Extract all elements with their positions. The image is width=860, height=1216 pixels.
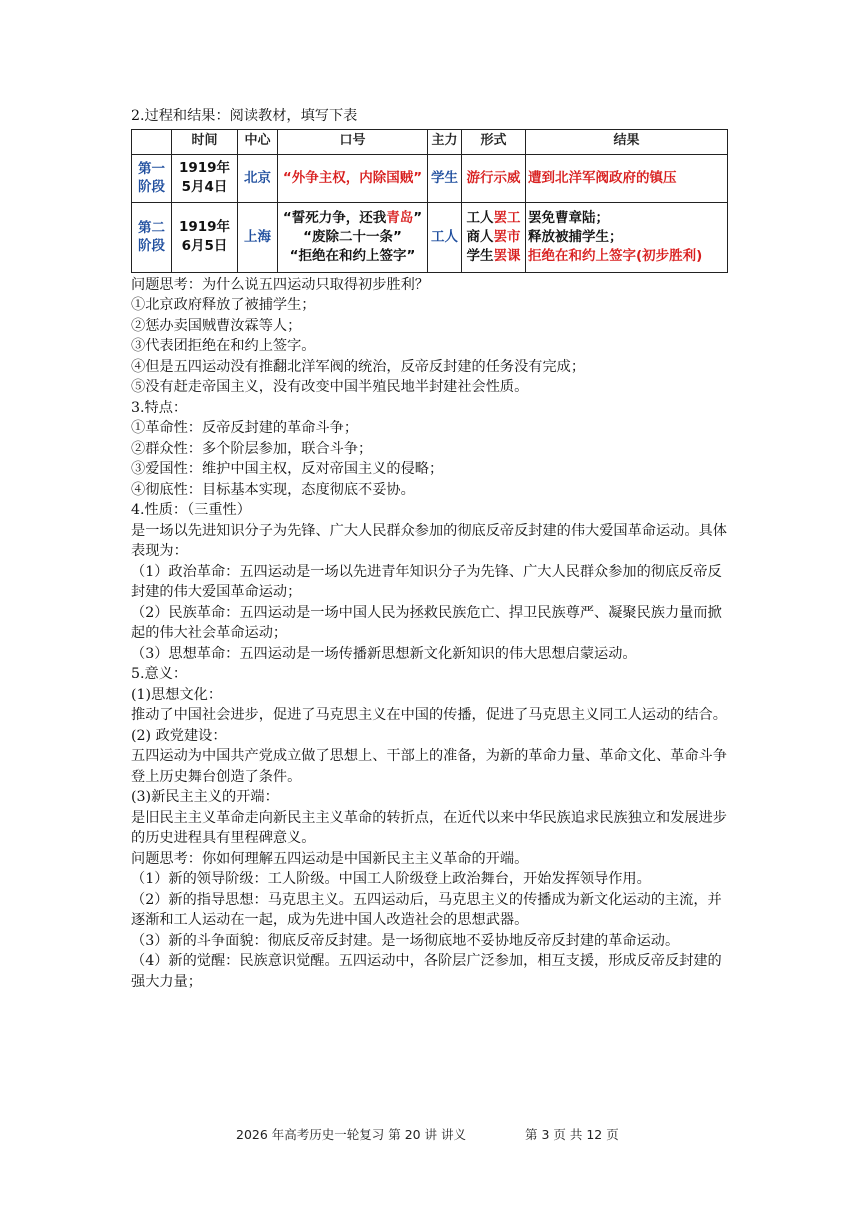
text-line: （1）新的领导阶级：工人阶级。中国工人阶级登上政治舞台，开始发挥领导作用。 [131, 871, 651, 887]
text-line: ③爱国性：维护中国主权，反对帝国主义的侵略； [131, 461, 444, 477]
text-line: 问题思考：你如何理解五四运动是中国新民主主义革命的开端。 [131, 850, 529, 867]
footer-title: 2026 年高考历史一轮复习 第 20 讲 讲义 [236, 1127, 467, 1142]
center-cell: 上海 [238, 202, 278, 272]
text-line: （4）新的觉醒：民族意识觉醒。五四运动中，各阶层广泛参加，相互支援，形成反帝反封建的强大力量； [131, 953, 722, 990]
text-line: (2) 政党建设： [131, 727, 227, 744]
footer-page-number: 第 3 页 共 12 页 [525, 1127, 619, 1142]
stage-cell: 第二 阶段 [132, 202, 172, 272]
text-line: （2）新的指导思想：马克思主义。五四运动后，马克思主义的传播成为新文化运动的主流，并逐渐和工人运动在一起，成为先进中国人改造社会的思想武器。 [131, 891, 722, 928]
force-cell: 工人 [428, 202, 462, 272]
text-line: 问题思考：为什么说五四运动只取得初步胜利？ [131, 276, 429, 293]
body-text [131, 275, 731, 993]
header-cell: 结果 [526, 129, 728, 154]
header-cell: 形式 [462, 129, 526, 154]
center-cell: 北京 [238, 154, 278, 202]
section-heading-features: 3.特点： [131, 399, 188, 416]
text-line: （1）政治革命：五四运动是一场以先进青年知识分子为先锋、广大人民群众参加的彻底反帝反封建的伟大爱国革命运动； [131, 563, 722, 600]
text-line: 五四运动为中国共产党成立做了思想上、干部上的准备，为新的革命力量、革命文化、革命斗争登上历史舞台创造了条件。 [131, 748, 727, 785]
header-cell [132, 129, 172, 154]
text-line: ③代表团拒绝在和约上签字。 [131, 338, 316, 354]
text-line: ①革命性：反帝反封建的革命斗争； [131, 420, 359, 436]
table-row-stage-2 [132, 202, 728, 272]
form-cell: 工人罢工 商人罢市 学生罢课 [462, 202, 526, 272]
slogan-cell: “誓死力争，还我青岛” “废除二十一条” “拒绝在和约上签字” [278, 202, 428, 272]
section-heading-nature: 4.性质：（三重性） [131, 502, 251, 518]
text-line: （2）民族革命：五四运动是一场中国人民为拯救民族危亡、捍卫民族尊严、凝聚民族力量而掀起的伟大社会革命运动； [131, 604, 722, 641]
form-cell: 游行示威 [462, 154, 526, 202]
text-line: ②群众性：多个阶层参加，联合斗争； [131, 440, 373, 457]
text-line: ②惩办卖国贼曹汝霖等人； [131, 317, 302, 334]
result-cell: 遭到北洋军阀政府的镇压 [526, 154, 728, 202]
force-cell: 学生 [428, 154, 462, 202]
section-heading-process: 2.过程和结果：阅读教材，填写下表 [131, 108, 358, 124]
text-line: 是旧民主主义革命走向新民主主义革命的转折点，在近代以来中华民族追求民族独立和发展进步的历史进程具有里程碑意义。 [131, 809, 727, 846]
text-line: ④彻底性：目标基本实现，态度彻底不妥协。 [131, 481, 415, 498]
text-line: 是一场以先进知识分子为先锋、广大人民群众参加的彻底反帝反封建的伟大爱国革命运动。具体表现为： [131, 522, 727, 559]
page-content [131, 106, 731, 992]
text-line: (3)新民主主义的开端： [131, 789, 279, 805]
text-line: 推动了中国社会进步，促进了马克思主义在中国的传播，促进了马克思主义同工人运动的结合。 [131, 707, 727, 723]
process-table [131, 129, 728, 273]
header-cell: 主力 [428, 129, 462, 154]
process-table-wrapper [131, 129, 731, 273]
result-cell: 罢免曹章陆； 释放被捕学生； 拒绝在和约上签字(初步胜利) [526, 202, 728, 272]
stage-cell: 第一 阶段 [132, 154, 172, 202]
text-line: （3）新的斗争面貌：彻底反帝反封建。是一场彻底地不妥协地反帝反封建的革命运动。 [131, 932, 680, 949]
section-heading-significance: 5.意义： [131, 666, 188, 682]
header-cell: 口号 [278, 129, 428, 154]
text-line: (1)思想文化： [131, 686, 223, 703]
text-line: ⑤没有赶走帝国主义，没有改变中国半殖民地半封建社会性质。 [131, 379, 529, 395]
header-cell: 中心 [238, 129, 278, 154]
header-cell: 时间 [172, 129, 238, 154]
table-header-row [132, 129, 728, 154]
text-line: ④但是五四运动没有推翻北洋军阀的统治，反帝反封建的任务没有完成； [131, 358, 586, 375]
text-line: （3）思想革命：五四运动是一场传播新思想新文化新知识的伟大思想启蒙运动。 [131, 645, 637, 662]
table-row-stage-1 [132, 154, 728, 202]
time-cell: 1919年 5月4日 [172, 154, 238, 202]
text-line: ①北京政府释放了被捕学生； [131, 297, 316, 313]
time-cell: 1919年 6月5日 [172, 202, 238, 272]
slogan-cell: “外争主权，内除国贼” [278, 154, 428, 202]
